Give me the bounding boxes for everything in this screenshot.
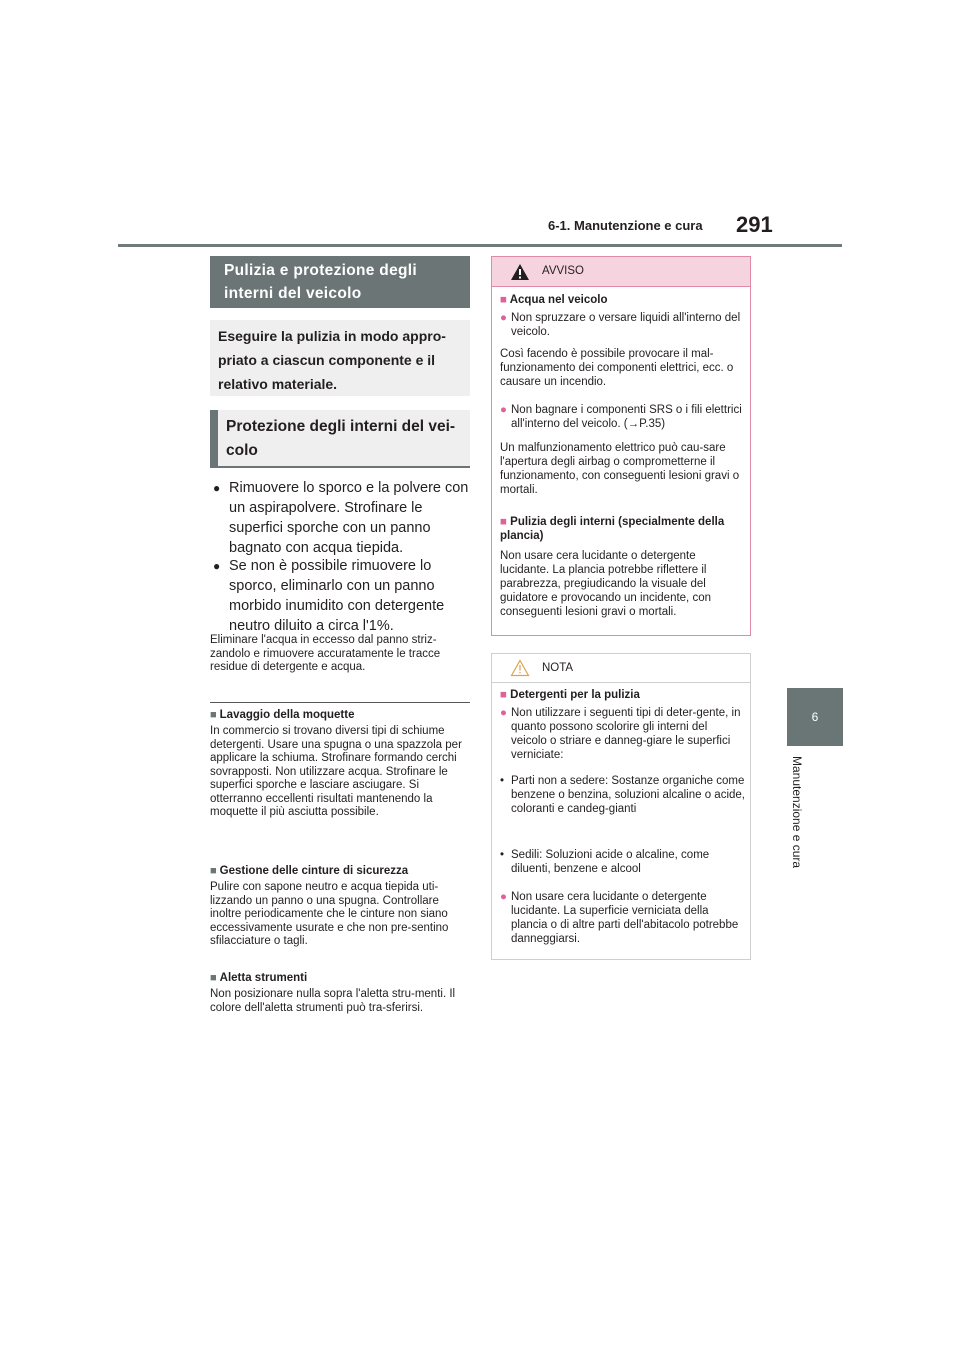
notice-dash-item: • Sedili: Soluzioni acide o alcaline, come diluenti, benzene e alcool [500, 849, 710, 875]
notice-box [491, 653, 751, 960]
circle-bullet-icon: ● [500, 891, 507, 903]
warning-bullet: ● Non bagnare i componenti SRS o i fili elettrici all'interno del veicolo. (→P.35) [500, 404, 742, 430]
warning-paragraph: Così facendo è possibile provocare il mal-funzionamento dei componenti elettrici, ecc. o causare un incendio. [500, 348, 734, 388]
dot-marker-icon: • [500, 849, 505, 861]
chapter-number: 6 [811, 710, 819, 724]
warning-subheading: ■ Acqua nel veicolo [500, 294, 608, 306]
circle-bullet-icon: ● [500, 312, 507, 324]
subheading-seatbelts: ■ Gestione delle cinture di sicurezza [210, 865, 409, 877]
note-paragraph: Eliminare l'acqua in eccesso dal panno striz-zandolo e rimuovere accuratamente le tracce residue di detergente e acqua. [210, 634, 441, 673]
divider [210, 702, 470, 703]
square-bullet-icon: ■ [210, 972, 217, 984]
bullet-dot-icon: ● [213, 559, 221, 573]
square-bullet-icon: ■ [210, 865, 217, 877]
subsection-heading: Protezione degli interni del vei-colo [210, 410, 470, 468]
carpet-paragraph: In commercio si trovano diversi tipi di schiume detergenti. Usare una spugna o una spazzola per applicare la schiuma. Strofinare formando cerchi sovrapposti. Non utilizzare acqua. Strofinare le superfici sporche e lasciare asciugare. Si otterranno eccellenti risultati mantenendo la moquette il più asciutta possibile. [210, 725, 462, 818]
lead-paragraph: Eseguire la pulizia in modo appro-priato a ciascun componente e il relativo materiale. [210, 320, 470, 396]
section-title: 6-1. Manutenzione e cura [548, 218, 703, 233]
page-number: 291 [736, 212, 773, 237]
chapter-tab[interactable] [787, 688, 843, 746]
warning-paragraph: Un malfunzionamento elettrico può cau-sare l'apertura degli airbag o comprometterne il funzionamento, con conseguenti lesioni gravi o mortali. [500, 442, 740, 496]
square-bullet-icon: ■ [500, 689, 511, 701]
warning-label: AVVISO [542, 265, 584, 277]
bullet-text: Rimuovere lo sporco e la polvere con un aspirapolvere. Strofinare le superfici sporche con un panno bagnato con acqua tiepida. [229, 480, 469, 556]
warning-box [491, 256, 751, 636]
dot-marker-icon: • [500, 775, 505, 787]
section-heading: Pulizia e protezione degli interni del veicolo [210, 256, 470, 308]
warning-subheading: ■ Pulizia degli interni (specialmente della plancia) [500, 516, 725, 542]
subheading-instrument-visor: ■ Aletta strumenti [210, 972, 308, 984]
square-bullet-icon: ■ [210, 709, 217, 721]
header-divider [118, 244, 842, 247]
instrument-visor-paragraph: Non posizionare nulla sopra l'aletta stru-menti. Il colore dell'aletta strumenti può tra-sferirsi. [210, 988, 456, 1014]
chapter-label: Manutenzione e cura [790, 756, 804, 869]
seatbelts-paragraph: Pulire con sapone neutro e acqua tiepida uti-lizzando un panno o una spugna. Controllare inoltre periodicamente che le cinture non siano eccessivamente usurate e che non pre-sentino sfilacciature o tagli. [210, 881, 449, 947]
notice-header [492, 654, 750, 683]
warning-triangle-icon [510, 263, 530, 281]
subheading-carpet: ■ Lavaggio della moquette [210, 709, 355, 721]
circle-bullet-icon: ● [500, 404, 507, 416]
notice-label: NOTA [542, 662, 574, 674]
square-bullet-icon: ■ [500, 516, 511, 528]
notice-dash-item: • Parti non a sedere: Sostanze organiche come benzene o benzina, soluzioni alcaline o acide, coloranti e candeg-gianti [500, 775, 745, 815]
bullet-item [213, 556, 471, 636]
caution-triangle-icon [510, 659, 530, 677]
warning-bullet: ● Non spruzzare o versare liquidi all'interno del veicolo. [500, 312, 741, 338]
circle-bullet-icon: ● [500, 707, 507, 719]
bullet-dot-icon: ● [213, 481, 221, 495]
notice-bullet: ● Non utilizzare i seguenti tipi di deter-gente, in quanto possono scolorire gli interni del veicolo o striare e danneg-giare le superfici verniciate: [500, 707, 741, 761]
bullet-text: Se non è possibile rimuovere lo sporco, eliminarlo con un panno morbido inumidito con detergente neutro diluito a circa l'1%. [229, 558, 445, 634]
warning-header [492, 257, 750, 287]
bullet-item [213, 478, 471, 558]
notice-subheading: ■ Detergenti per la pulizia [500, 689, 640, 701]
square-bullet-icon: ■ [500, 294, 510, 306]
warning-paragraph: Non usare cera lucidante o detergente lucidante. La plancia potrebbe riflettere il parabrezza, pregiudicando la visuale del guidatore e provocando un incidente, con conseguenti lesioni gravi o mortali. [500, 550, 711, 618]
notice-bullet: ● Non usare cera lucidante o detergente lucidante. La superficie verniciata della plancia o di altre parti dell'abitacolo potrebbe danneggiarsi. [500, 891, 739, 945]
